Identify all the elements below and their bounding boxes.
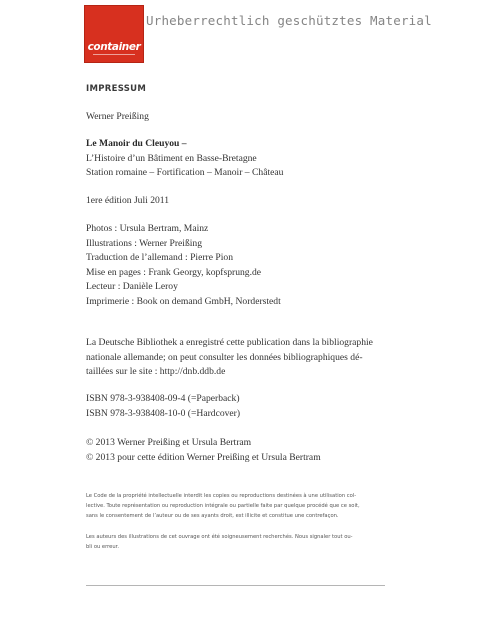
copyright-watermark: Urheberrechtlich geschütztes Material <box>146 13 432 28</box>
legal-line: Les auteurs des illustrations de cet ouvrage ont été soigneusement recherchés. Nous signaler tout ou- <box>86 534 353 540</box>
isbn-block <box>86 392 406 421</box>
author-line: Werner Preißing <box>86 111 149 122</box>
isbn-hardcover: ISBN 978-3-938408-10-0 (=Hardcover) <box>86 407 241 419</box>
credit-line: Mise en pages : Frank Georgy, kopfsprung.de <box>86 266 262 278</box>
copyright-line: © 2013 pour cette édition Werner Preißing et Ursula Bertram <box>86 451 321 463</box>
footer-divider <box>86 585 385 586</box>
bibliography-line: La Deutsche Bibliothek a enregistré cette publication dans la bibliographie <box>86 337 373 348</box>
credit-line: Lecteur : Danièle Leroy <box>86 281 178 293</box>
legal-notice <box>86 491 392 522</box>
isbn-paperback: ISBN 978-3-938408-09-4 (=Paperback) <box>86 393 240 404</box>
book-title: Le Manoir du Cleuyou – <box>86 138 187 149</box>
book-subtitle-2: Station romaine – Fortification – Manoir – Château <box>86 167 284 179</box>
illustration-notice <box>86 532 392 552</box>
bibliography-line: nationale allemande; on peut consulter les données bibliographiques dé- <box>86 351 363 363</box>
book-title-block <box>86 137 406 181</box>
page-heading: IMPRESSUM <box>86 84 147 94</box>
bibliography-notice <box>86 336 406 380</box>
publisher-logo <box>84 5 144 63</box>
logo-underline <box>93 54 135 59</box>
book-subtitle: L’Histoire d’un Bâtiment en Basse-Bretagne <box>86 152 257 164</box>
author-name <box>86 110 406 125</box>
credit-line: Imprimerie : Book on demand GmbH, Norderstedt <box>86 295 281 307</box>
copyright-block <box>86 436 406 465</box>
legal-line: sans le consentement de l’auteur ou de ses ayants droit, est illicite et constitue une contrefaçon. <box>86 513 339 520</box>
legal-line: lective. Toute représentation ou reproduction intégrale ou partielle faite par quelque procédé que ce soit, <box>86 503 360 510</box>
legal-line: bli ou erreur. <box>86 544 119 551</box>
edition-info <box>86 194 406 209</box>
copyright-line: © 2013 Werner Preißing et Ursula Bertram <box>86 437 252 448</box>
credit-line: Traduction de l’allemand : Pierre Pion <box>86 252 233 264</box>
credits-list <box>86 222 406 310</box>
edition-line: 1ere édition Juli 2011 <box>86 195 170 206</box>
bibliography-line: taillées sur le site : http://dnb.ddb.de <box>86 366 226 378</box>
credit-line: Illustrations : Werner Preißing <box>86 237 203 249</box>
legal-line: Le Code de la propriété intellectuelle interdit les copies ou reproductions destinées à une utilisation col- <box>86 493 357 499</box>
credit-line: Photos : Ursula Bertram, Mainz <box>86 223 209 234</box>
publisher-logo-text: container <box>87 41 141 53</box>
